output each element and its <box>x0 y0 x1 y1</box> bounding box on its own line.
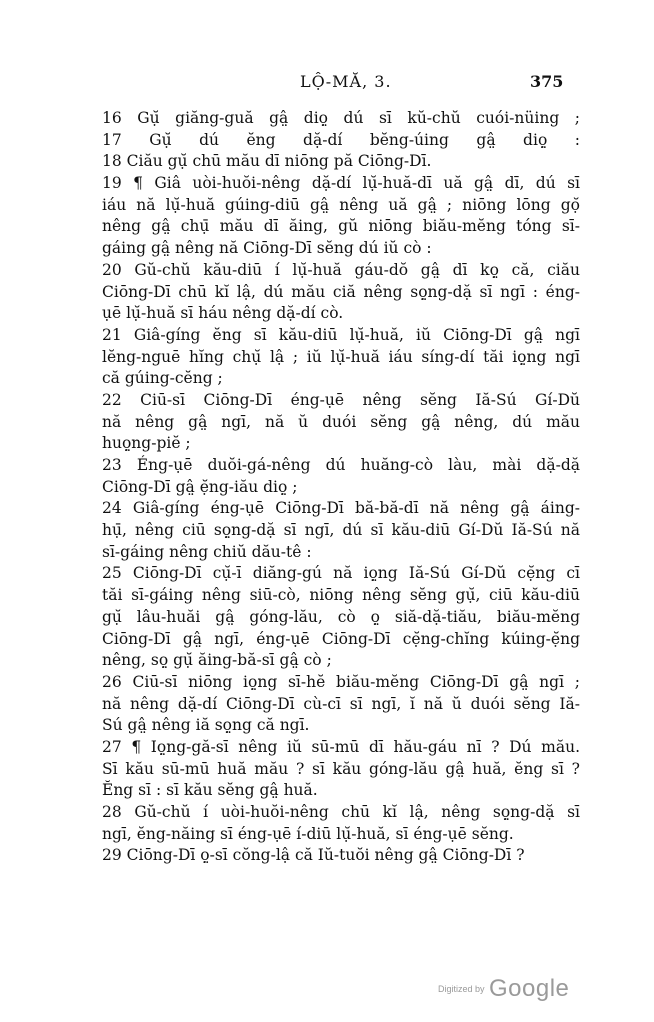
text-line: nêng, sọ̤ gụ̆ ăing-bă-sī gâ̤ cò ; <box>102 651 332 670</box>
text-line: Sú gâ̤ nêng iă sọ̤ng că ngī. <box>102 716 310 735</box>
text-line: lĕng-nguē hĭng chụ̆ lậ ; iŭ lụ̆-huă iáu síng-dí tăi iọ̤ng ngī <box>102 347 580 366</box>
text-line: iáu nă lụ̆-huă gúing-diū gâ̤ nêng uă gâ̤ ; niōng lōng gọ̆ <box>102 195 580 214</box>
text-line: 27 ¶ Iọ̤ng-gă-sī nêng iŭ sū-mū dī hău-gáu nī ? Dú mău. <box>102 737 580 756</box>
text-line: 18 Ciău gụ̆ chū mău dī niōng pă Ciōng-Dī. <box>102 152 432 171</box>
text-line: gáing gâ̤ nêng nă Ciōng-Dī sĕng dú iŭ cò : <box>102 239 432 258</box>
text-line: nêng gâ̤ chụ̄ mău dī ăing, gŭ niōng biău-mĕng tóng sī- <box>102 217 580 236</box>
text-line: nă nêng dặ-dí Ciōng-Dī cù-cī sī ngī, ĭ nă ŭ duói sĕng Iă- <box>102 694 580 713</box>
text-line: 23 Éng-ụē duŏi-gá-nêng dú huăng-cò làu, mài dặ-dặ <box>102 456 580 474</box>
text-line: 26 Ciū-sī niōng iọ̤ng sī-hĕ biău-mĕng Ciōng-Dī gâ̤ ngī ; <box>102 672 580 691</box>
text-line: Ciōng-Dī chū kĭ lậ, dú mău ciă nêng sọ̤ng-dặ sī ngī : éng- <box>102 282 580 301</box>
text-line: 21 Giâ-gíng ĕng sī kău-diū lụ̆-huă, iŭ Ciōng-Dī gâ̤ ngī <box>102 325 580 344</box>
text-line: ụē lụ̆-huă sī háu nêng dặ-dí cò. <box>102 304 344 323</box>
text-line: 29 Ciōng-Dī ọ̤-sī cŏng-lậ că Iŭ-tuŏi nêng gâ̤ Ciōng-Dī ? <box>102 846 525 865</box>
text-line: gụ̆ lâu-huăi gâ̤ góng-lău, cò ọ̤ siă-dặ-tiău, biău-mĕng <box>102 607 580 626</box>
digitized-watermark <box>438 975 569 1003</box>
text-line: 20 Gŭ-chŭ kău-diū í lụ̆-huă gáu-dŏ gâ̤ dī kọ̤ că, ciău <box>102 260 580 279</box>
text-line: că gúing-cĕng ; <box>102 369 223 388</box>
body-text <box>102 108 580 867</box>
watermark-small-text: Digitized by <box>438 984 485 994</box>
text-line: Ciōng-Dī gâ̤ ngī, éng-ụē Ciōng-Dī cẹ̆ng-chĭng kúing-ẹ̆ng <box>102 629 580 648</box>
text-line: 24 Giâ-gíng éng-ụē Ciōng-Dī bă-bă-dī nă nêng gâ̤ áing- <box>102 499 580 518</box>
text-line: tăi sī-gáing nêng siū-cò, niōng nêng sĕng gụ̆, ciū kău-diū <box>102 586 580 605</box>
running-header: LỘ-MĂ, 3. <box>300 72 392 91</box>
text-line: 25 Ciōng-Dī cụ̆-ī diăng-gú nă iọ̤ng Iă-Sú Gí-Dŭ cẹ̆ng cī <box>102 564 580 583</box>
text-line: ngī, ĕng-năing sī éng-ụē í-diū lụ̆-huă, sī éng-ụē sĕng. <box>102 824 514 843</box>
text-line: Ĕng sī : sī kău sĕng gâ̤ huă. <box>102 781 318 800</box>
text-line: 28 Gŭ-chŭ í uòi-huŏi-nêng chū kĭ lậ, nêng sọ̤ng-dặ sī <box>102 803 580 821</box>
text-line: huọ̤ng-piĕ ; <box>102 434 191 453</box>
text-line: Sī kău sū-mū huă mău ? sī kău góng-lău gâ̤ huă, ĕng sī ? <box>102 759 580 778</box>
text-line: 16 Gụ̆ giăng-guă gâ̤ diọ̤ dú sī kŭ-chŭ cuói-nüing ; <box>102 109 580 127</box>
text-line: 17 Gụ̆ dú ĕng dặ-dí bĕng-úing gâ̤ diọ̤ : <box>102 130 580 149</box>
google-logo: Google <box>488 975 570 1002</box>
text-line: nă nêng gâ̤ ngī, nă ŭ duói sĕng gâ̤ nêng, dú mău <box>102 412 580 431</box>
text-line: 19 ¶ Giâ uòi-huŏi-nêng dặ-dí lụ̆-huă-dī uă gâ̤ dī, dú sī <box>102 174 580 193</box>
text-line: sī-gáing nêng chiŭ dău-tê : <box>102 542 312 561</box>
text-line: hụ̄, nêng ciū sọ̤ng-dặ sī ngī, dú sī kău-diū Gí-Dŭ Iă-Sú nă <box>102 521 580 540</box>
text-line: 22 Ciū-sī Ciōng-Dī éng-ụē nêng sĕng Iă-Sú Gí-Dŭ <box>102 390 580 409</box>
text-line: Ciōng-Dī gâ̤ ẹ̆ng-iău diọ̤ ; <box>102 477 298 496</box>
page-number: 375 <box>530 72 564 91</box>
